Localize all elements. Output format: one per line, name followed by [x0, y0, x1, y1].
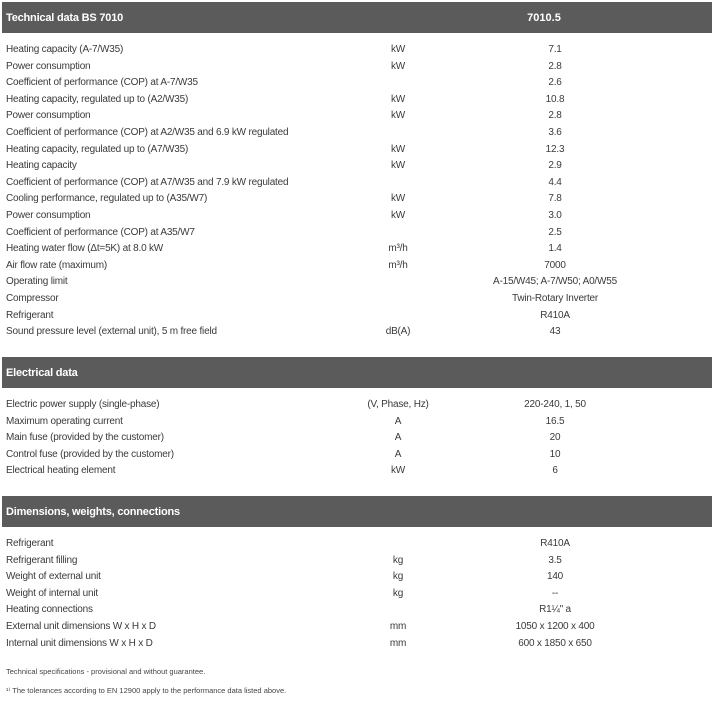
row-label: Air flow rate (maximum)	[6, 259, 107, 271]
row-label: Weight of external unit	[6, 571, 101, 583]
row-value: 2.5	[548, 226, 562, 238]
row-label: Refrigerant	[6, 309, 54, 321]
row-value: 6	[552, 465, 558, 477]
table-row	[2, 324, 712, 341]
row-unit: kW	[390, 160, 406, 172]
table-row	[2, 397, 712, 414]
row-value: 3.0	[548, 209, 562, 221]
table-row	[2, 142, 712, 159]
row-unit: m³/h	[388, 259, 408, 271]
row-value: R410A	[540, 538, 570, 549]
row-value: 2.9	[548, 160, 562, 172]
footnotes	[6, 667, 286, 705]
row-label: Refrigerant	[6, 538, 54, 549]
row-value: 7000	[544, 259, 566, 271]
table-row	[2, 586, 712, 603]
row-label: Coefficient of performance (COP) at A2/W35 and 6.9 kW regulated	[6, 126, 289, 138]
section-title: Technical data BS 7010	[6, 12, 124, 24]
table-row	[2, 430, 712, 447]
row-label: Electric power supply (single-phase)	[6, 399, 160, 410]
row-label: Coefficient of performance (COP) at A7/W35 and 7.9 kW regulated	[6, 176, 289, 188]
row-unit: (V, Phase, Hz)	[367, 399, 429, 410]
row-label: Refrigerant filling	[6, 554, 78, 566]
section-title: Dimensions, weights, connections	[6, 506, 180, 518]
row-label: Heating capacity, regulated up to (A2/W35)	[6, 93, 189, 105]
table-row	[2, 208, 712, 225]
row-unit: dB(A)	[385, 326, 411, 338]
row-label: Electrical heating element	[6, 465, 116, 477]
row-value: 2.6	[548, 77, 562, 89]
row-unit: mm	[389, 637, 407, 649]
row-label: Coefficient of performance (COP) at A-7/W35	[6, 77, 198, 89]
row-label: Maximum operating current	[6, 415, 123, 427]
section-title: Electrical data	[6, 367, 78, 379]
row-value: 10.8	[545, 93, 565, 105]
row-label: External unit dimensions W x H x D	[6, 620, 156, 632]
table-row	[2, 258, 712, 275]
row-label: Heating connections	[6, 604, 93, 616]
table-row	[2, 42, 712, 59]
row-value: 140	[546, 571, 564, 583]
row-unit: kW	[390, 143, 406, 155]
row-label: Internal unit dimensions W x H x D	[6, 637, 153, 649]
table-row	[2, 308, 712, 325]
table-row	[2, 59, 712, 76]
table-row	[2, 75, 712, 92]
footnote: ¹⁾ The tolerances according to EN 12900 apply to the performance data listed above.	[6, 686, 287, 695]
row-unit: kW	[390, 93, 406, 105]
footnote: Technical specifications - provisional and without guarantee.	[6, 667, 206, 676]
row-value: 2.8	[548, 60, 562, 72]
technical-data-rows	[2, 33, 712, 341]
row-label: Main fuse (provided by the customer)	[6, 432, 164, 444]
row-value: --	[551, 587, 559, 599]
row-unit: kg	[392, 587, 404, 599]
row-unit: m³/h	[388, 243, 408, 255]
row-value: 20	[549, 432, 561, 444]
row-value: R410A	[540, 309, 570, 321]
row-value: 3.5	[548, 554, 562, 566]
table-row	[2, 636, 712, 653]
row-value: R1¼" a	[539, 604, 571, 616]
table-row	[2, 225, 712, 242]
table-row	[2, 108, 712, 125]
electrical-data-rows	[2, 388, 712, 480]
table-row	[2, 463, 712, 480]
row-unit: kW	[390, 465, 406, 477]
table-row	[2, 536, 712, 553]
row-value: 3.6	[548, 126, 562, 138]
row-unit: A	[394, 415, 402, 427]
row-value: 600 x 1850 x 650	[518, 637, 592, 649]
row-unit: kW	[390, 44, 406, 55]
table-row	[2, 602, 712, 619]
row-value: 7.1	[548, 44, 562, 55]
table-row	[2, 447, 712, 464]
technical-data-header	[2, 2, 712, 33]
row-label: Cooling performance, regulated up to (A35/W7)	[6, 193, 208, 205]
row-value: 2.8	[548, 110, 562, 122]
row-label: Heating capacity	[6, 160, 77, 172]
dimensions-section	[2, 496, 712, 652]
row-label: Power consumption	[6, 60, 91, 72]
row-value: 10	[549, 448, 561, 460]
table-row	[2, 291, 712, 308]
row-label: Heating capacity (A-7/W35)	[6, 44, 124, 55]
table-row	[2, 414, 712, 431]
row-value: 1.4	[548, 243, 562, 255]
row-unit: A	[394, 448, 402, 460]
dimensions-header	[2, 496, 712, 527]
row-label: Compressor	[6, 292, 59, 304]
table-row	[2, 553, 712, 570]
row-unit: A	[394, 432, 402, 444]
row-unit: kg	[392, 571, 404, 583]
electrical-data-header	[2, 357, 712, 388]
table-row	[2, 158, 712, 175]
model-number: 7010.5	[527, 12, 561, 24]
row-label: Coefficient of performance (COP) at A35/W7	[6, 226, 195, 238]
row-unit: kg	[392, 554, 404, 566]
dimensions-rows	[2, 527, 712, 652]
row-label: Power consumption	[6, 209, 91, 221]
row-unit: kW	[390, 110, 406, 122]
row-value: 1050 x 1200 x 400	[515, 620, 595, 632]
table-row	[2, 241, 712, 258]
table-row	[2, 191, 712, 208]
table-row	[2, 92, 712, 109]
technical-data-section	[2, 2, 712, 341]
row-unit: mm	[389, 620, 407, 632]
table-row	[2, 569, 712, 586]
row-label: Sound pressure level (external unit), 5 m free field	[6, 326, 217, 338]
row-value: 12.3	[545, 143, 565, 155]
table-row	[2, 619, 712, 636]
row-value: Twin-Rotary Inverter	[511, 292, 599, 304]
row-label: Weight of internal unit	[6, 587, 98, 599]
row-label: Power consumption	[6, 110, 91, 122]
row-unit: kW	[390, 209, 406, 221]
row-value: 43	[549, 326, 561, 338]
row-value: 7.8	[548, 193, 562, 205]
row-value: A-15/W45; A-7/W50; A0/W55	[493, 276, 617, 288]
row-label: Heating capacity, regulated up to (A7/W35)	[6, 143, 189, 155]
row-value: 220-240, 1, 50	[524, 399, 586, 410]
row-value: 4.4	[548, 176, 562, 188]
row-label: Operating limit	[6, 276, 68, 288]
row-label: Control fuse (provided by the customer)	[6, 448, 174, 460]
row-value: 16.5	[545, 415, 565, 427]
row-label: Heating water flow (Δt=5K) at 8.0 kW	[6, 243, 164, 255]
table-row	[2, 175, 712, 192]
row-unit: kW	[390, 60, 406, 72]
table-row	[2, 125, 712, 142]
electrical-data-section	[2, 357, 712, 480]
table-row	[2, 274, 712, 291]
row-unit: kW	[390, 193, 406, 205]
